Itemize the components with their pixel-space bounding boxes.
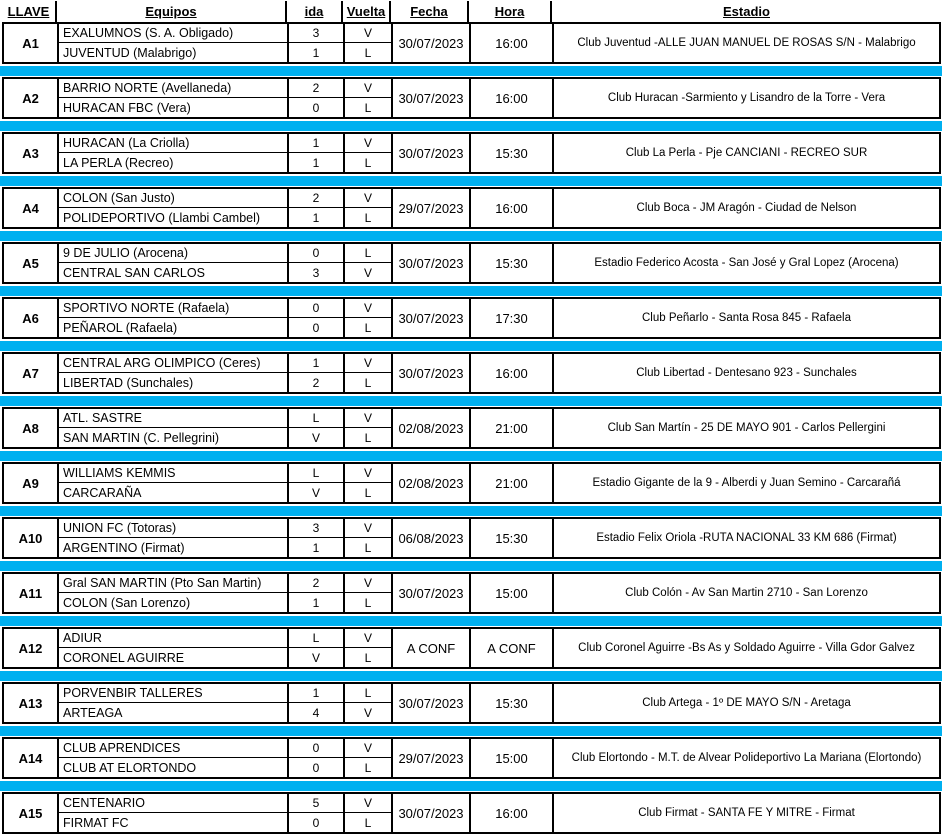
- vuelta-cell: L: [345, 758, 393, 777]
- fixture-group: [2, 517, 941, 559]
- hora-cell: 21:00: [471, 464, 554, 502]
- cyan-separator-bar: [0, 671, 942, 681]
- fecha-cell: 30/07/2023: [393, 684, 471, 722]
- separator-strip: [0, 504, 942, 517]
- team-name-cell: SPORTIVO NORTE (Rafaela): [59, 299, 289, 318]
- ida-score-cell: 0: [289, 299, 345, 318]
- ida-score-cell: 1: [289, 153, 345, 172]
- header-cell-llave: LLAVE: [2, 1, 57, 22]
- llave-cell: A6: [4, 299, 59, 337]
- team-name-cell: LIBERTAD (Sunchales): [59, 373, 289, 392]
- estadio-cell: Club San Martín - 25 DE MAYO 901 - Carlos Pellergini: [607, 422, 886, 434]
- ida-score-cell: V: [289, 428, 345, 447]
- header-cell-ida: ida: [287, 1, 343, 22]
- ida-score-cell: 2: [289, 574, 345, 593]
- team-name-cell: JUVENTUD (Malabrigo): [59, 43, 289, 62]
- fecha-cell: A CONF: [393, 629, 471, 667]
- fecha-cell: 30/07/2023: [393, 244, 471, 282]
- cyan-separator-bar: [0, 231, 942, 241]
- fecha-cell: 30/07/2023: [393, 794, 471, 832]
- team-name-cell: CLUB AT ELORTONDO: [59, 758, 289, 777]
- fecha-cell: 30/07/2023: [393, 79, 471, 117]
- llave-cell: A4: [4, 189, 59, 227]
- ida-score-cell: 0: [289, 98, 345, 117]
- vuelta-cell: L: [345, 593, 393, 612]
- separator-strip: [0, 119, 942, 132]
- vuelta-cell: V: [345, 703, 393, 722]
- separator-strip: [0, 339, 942, 352]
- vuelta-cell: L: [345, 153, 393, 172]
- fecha-cell: 30/07/2023: [393, 299, 471, 337]
- ida-score-cell: 3: [289, 24, 345, 43]
- vuelta-cell: V: [345, 739, 393, 758]
- vuelta-cell: L: [345, 373, 393, 392]
- fixture-group: [2, 737, 941, 779]
- cyan-separator-bar: [0, 451, 942, 461]
- team-name-cell: WILLIAMS KEMMIS: [59, 464, 289, 483]
- hora-cell: 15:30: [471, 134, 554, 172]
- estadio-cell: Club Colón - Av San Martin 2710 - San Lorenzo: [625, 587, 868, 599]
- team-name-cell: POLIDEPORTIVO (Llambi Cambel): [59, 208, 289, 227]
- vuelta-cell: L: [345, 684, 393, 703]
- fecha-cell: 02/08/2023: [393, 464, 471, 502]
- vuelta-cell: V: [345, 794, 393, 813]
- team-name-cell: HURACAN (La Criolla): [59, 134, 289, 153]
- hora-cell: 15:30: [471, 519, 554, 557]
- fixture-group: [2, 407, 941, 449]
- hora-cell: 21:00: [471, 409, 554, 447]
- vuelta-cell: L: [345, 244, 393, 263]
- cyan-separator-bar: [0, 781, 942, 791]
- team-name-cell: Gral SAN MARTIN (Pto San Martin): [59, 574, 289, 593]
- vuelta-cell: V: [345, 299, 393, 318]
- llave-cell: A14: [4, 739, 59, 777]
- llave-cell: A13: [4, 684, 59, 722]
- fixture-group: [2, 132, 941, 174]
- separator-strip: [0, 229, 942, 242]
- hora-cell: 16:00: [471, 794, 554, 832]
- fixture-group: [2, 187, 941, 229]
- vuelta-cell: L: [345, 208, 393, 227]
- cyan-separator-bar: [0, 341, 942, 351]
- team-name-cell: HURACAN FBC (Vera): [59, 98, 289, 117]
- ida-score-cell: 1: [289, 538, 345, 557]
- table-header-row: [2, 1, 941, 22]
- ida-score-cell: 1: [289, 134, 345, 153]
- estadio-cell: Club Juventud -ALLE JUAN MANUEL DE ROSAS S/N - Malabrigo: [577, 37, 916, 49]
- llave-cell: A12: [4, 629, 59, 667]
- fixture-group: [2, 462, 941, 504]
- hora-cell: 16:00: [471, 189, 554, 227]
- header-cell-equipos: Equipos: [57, 1, 287, 22]
- fixture-group: [2, 627, 941, 669]
- vuelta-cell: L: [345, 43, 393, 62]
- separator-strip: [0, 669, 942, 682]
- cyan-separator-bar: [0, 66, 942, 76]
- estadio-cell: Estadio Federico Acosta - San José y Gral Lopez (Arocena): [594, 257, 899, 269]
- cyan-separator-bar: [0, 726, 942, 736]
- team-name-cell: SAN MARTIN (C. Pellegrini): [59, 428, 289, 447]
- ida-score-cell: V: [289, 483, 345, 502]
- header-cell-hora: Hora: [469, 1, 552, 22]
- cyan-separator-bar: [0, 396, 942, 406]
- hora-cell: 15:30: [471, 244, 554, 282]
- vuelta-cell: V: [345, 263, 393, 282]
- vuelta-cell: L: [345, 318, 393, 337]
- team-name-cell: CORONEL AGUIRRE: [59, 648, 289, 667]
- team-name-cell: 9 DE JULIO (Arocena): [59, 244, 289, 263]
- llave-cell: A2: [4, 79, 59, 117]
- ida-score-cell: L: [289, 409, 345, 428]
- ida-score-cell: 1: [289, 354, 345, 373]
- vuelta-cell: L: [345, 98, 393, 117]
- fecha-cell: 29/07/2023: [393, 189, 471, 227]
- ida-score-cell: 1: [289, 593, 345, 612]
- estadio-cell: Club Coronel Aguirre -Bs As y Soldado Aguirre - Villa Gdor Galvez: [578, 642, 915, 654]
- estadio-cell: Club Peñarlo - Santa Rosa 845 - Rafaela: [641, 312, 852, 324]
- hora-cell: A CONF: [471, 629, 554, 667]
- fecha-cell: 29/07/2023: [393, 739, 471, 777]
- fixture-group: [2, 682, 941, 724]
- ida-score-cell: 3: [289, 263, 345, 282]
- ida-score-cell: 0: [289, 739, 345, 758]
- team-name-cell: FIRMAT FC: [59, 813, 289, 832]
- estadio-cell: Estadio Felix Oriola -RUTA NACIONAL 33 KM 686 (Firmat): [596, 532, 897, 544]
- fecha-cell: 02/08/2023: [393, 409, 471, 447]
- estadio-cell: Club Elortondo - M.T. de Alvear Polideportivo La Mariana (Elortondo): [571, 752, 922, 764]
- ida-score-cell: 5: [289, 794, 345, 813]
- team-name-cell: CENTRAL SAN CARLOS: [59, 263, 289, 282]
- cyan-separator-bar: [0, 616, 942, 626]
- cyan-separator-bar: [0, 561, 942, 571]
- header-cell-fecha: Fecha: [391, 1, 469, 22]
- cyan-separator-bar: [0, 176, 942, 186]
- vuelta-cell: V: [345, 464, 393, 483]
- fecha-cell: 06/08/2023: [393, 519, 471, 557]
- team-name-cell: EXALUMNOS (S. A. Obligado): [59, 24, 289, 43]
- fixture-group: [2, 792, 941, 834]
- hora-cell: 15:30: [471, 684, 554, 722]
- team-name-cell: ARGENTINO (Firmat): [59, 538, 289, 557]
- header-cell-vuelta: Vuelta: [343, 1, 391, 22]
- ida-score-cell: 3: [289, 519, 345, 538]
- llave-cell: A5: [4, 244, 59, 282]
- fecha-cell: 30/07/2023: [393, 134, 471, 172]
- llave-cell: A8: [4, 409, 59, 447]
- ida-score-cell: V: [289, 648, 345, 667]
- hora-cell: 15:00: [471, 739, 554, 777]
- fixture-group: [2, 77, 941, 119]
- team-name-cell: CLUB APRENDICES: [59, 739, 289, 758]
- fecha-cell: 30/07/2023: [393, 574, 471, 612]
- ida-score-cell: 1: [289, 43, 345, 62]
- llave-cell: A3: [4, 134, 59, 172]
- fecha-cell: 30/07/2023: [393, 24, 471, 62]
- vuelta-cell: L: [345, 538, 393, 557]
- ida-score-cell: 0: [289, 758, 345, 777]
- vuelta-cell: V: [345, 189, 393, 208]
- vuelta-cell: L: [345, 648, 393, 667]
- cyan-separator-bar: [0, 121, 942, 131]
- llave-cell: A11: [4, 574, 59, 612]
- hora-cell: 16:00: [471, 354, 554, 392]
- hora-cell: 15:00: [471, 574, 554, 612]
- team-name-cell: CENTRAL ARG OLIMPICO (Ceres): [59, 354, 289, 373]
- vuelta-cell: V: [345, 79, 393, 98]
- hora-cell: 16:00: [471, 79, 554, 117]
- ida-score-cell: 1: [289, 684, 345, 703]
- llave-cell: A15: [4, 794, 59, 832]
- fixture-group: [2, 572, 941, 614]
- team-name-cell: ATL. SASTRE: [59, 409, 289, 428]
- llave-cell: A1: [4, 24, 59, 62]
- llave-cell: A9: [4, 464, 59, 502]
- ida-score-cell: L: [289, 629, 345, 648]
- vuelta-cell: L: [345, 813, 393, 832]
- vuelta-cell: L: [345, 483, 393, 502]
- estadio-cell: Club Boca - JM Aragón - Ciudad de Nelson: [636, 202, 857, 214]
- header-cell-estadio: Estadio: [723, 4, 770, 19]
- ida-score-cell: 2: [289, 189, 345, 208]
- separator-strip: [0, 394, 942, 407]
- vuelta-cell: V: [345, 519, 393, 538]
- estadio-cell: Club La Perla - Pje CANCIANI - RECREO SUR: [625, 147, 868, 159]
- team-name-cell: ADIUR: [59, 629, 289, 648]
- estadio-cell: Club Artega - 1º DE MAYO S/N - Aretaga: [642, 697, 851, 709]
- vuelta-cell: V: [345, 574, 393, 593]
- fixture-groups: [0, 22, 942, 834]
- fixture-group: [2, 297, 941, 339]
- fixture-group: [2, 22, 941, 64]
- ida-score-cell: 0: [289, 813, 345, 832]
- ida-score-cell: 1: [289, 208, 345, 227]
- fixture-group: [2, 352, 941, 394]
- estadio-cell: Club Libertad - Dentesano 923 - Sunchales: [636, 367, 857, 379]
- team-name-cell: CENTENARIO: [59, 794, 289, 813]
- hora-cell: 17:30: [471, 299, 554, 337]
- ida-score-cell: 0: [289, 244, 345, 263]
- team-name-cell: PEÑAROL (Rafaela): [59, 318, 289, 337]
- ida-score-cell: 4: [289, 703, 345, 722]
- separator-strip: [0, 614, 942, 627]
- team-name-cell: ARTEAGA: [59, 703, 289, 722]
- vuelta-cell: V: [345, 409, 393, 428]
- separator-strip: [0, 174, 942, 187]
- ida-score-cell: 2: [289, 373, 345, 392]
- separator-strip: [0, 284, 942, 297]
- separator-strip: [0, 779, 942, 792]
- estadio-cell: Estadio Gigante de la 9 - Alberdi y Juan Semino - Carcarañá: [592, 477, 901, 489]
- cyan-separator-bar: [0, 286, 942, 296]
- separator-strip: [0, 724, 942, 737]
- separator-strip: [0, 559, 942, 572]
- separator-strip: [0, 64, 942, 77]
- team-name-cell: CARCARAÑA: [59, 483, 289, 502]
- ida-score-cell: 0: [289, 318, 345, 337]
- vuelta-cell: L: [345, 428, 393, 447]
- cyan-separator-bar: [0, 506, 942, 516]
- team-name-cell: PORVENBIR TALLERES: [59, 684, 289, 703]
- fecha-cell: 30/07/2023: [393, 354, 471, 392]
- vuelta-cell: V: [345, 134, 393, 153]
- hora-cell: 16:00: [471, 24, 554, 62]
- team-name-cell: BARRIO NORTE (Avellaneda): [59, 79, 289, 98]
- vuelta-cell: V: [345, 24, 393, 43]
- estadio-cell: Club Huracan -Sarmiento y Lisandro de la Torre - Vera: [607, 92, 886, 104]
- team-name-cell: COLON (San Lorenzo): [59, 593, 289, 612]
- team-name-cell: UNION FC (Totoras): [59, 519, 289, 538]
- fixture-group: [2, 242, 941, 284]
- llave-cell: A10: [4, 519, 59, 557]
- separator-strip: [0, 449, 942, 462]
- ida-score-cell: 2: [289, 79, 345, 98]
- vuelta-cell: V: [345, 629, 393, 648]
- team-name-cell: LA PERLA (Recreo): [59, 153, 289, 172]
- estadio-cell: Club Firmat - SANTA FE Y MITRE - Firmat: [638, 807, 855, 819]
- vuelta-cell: V: [345, 354, 393, 373]
- ida-score-cell: L: [289, 464, 345, 483]
- llave-cell: A7: [4, 354, 59, 392]
- team-name-cell: COLON (San Justo): [59, 189, 289, 208]
